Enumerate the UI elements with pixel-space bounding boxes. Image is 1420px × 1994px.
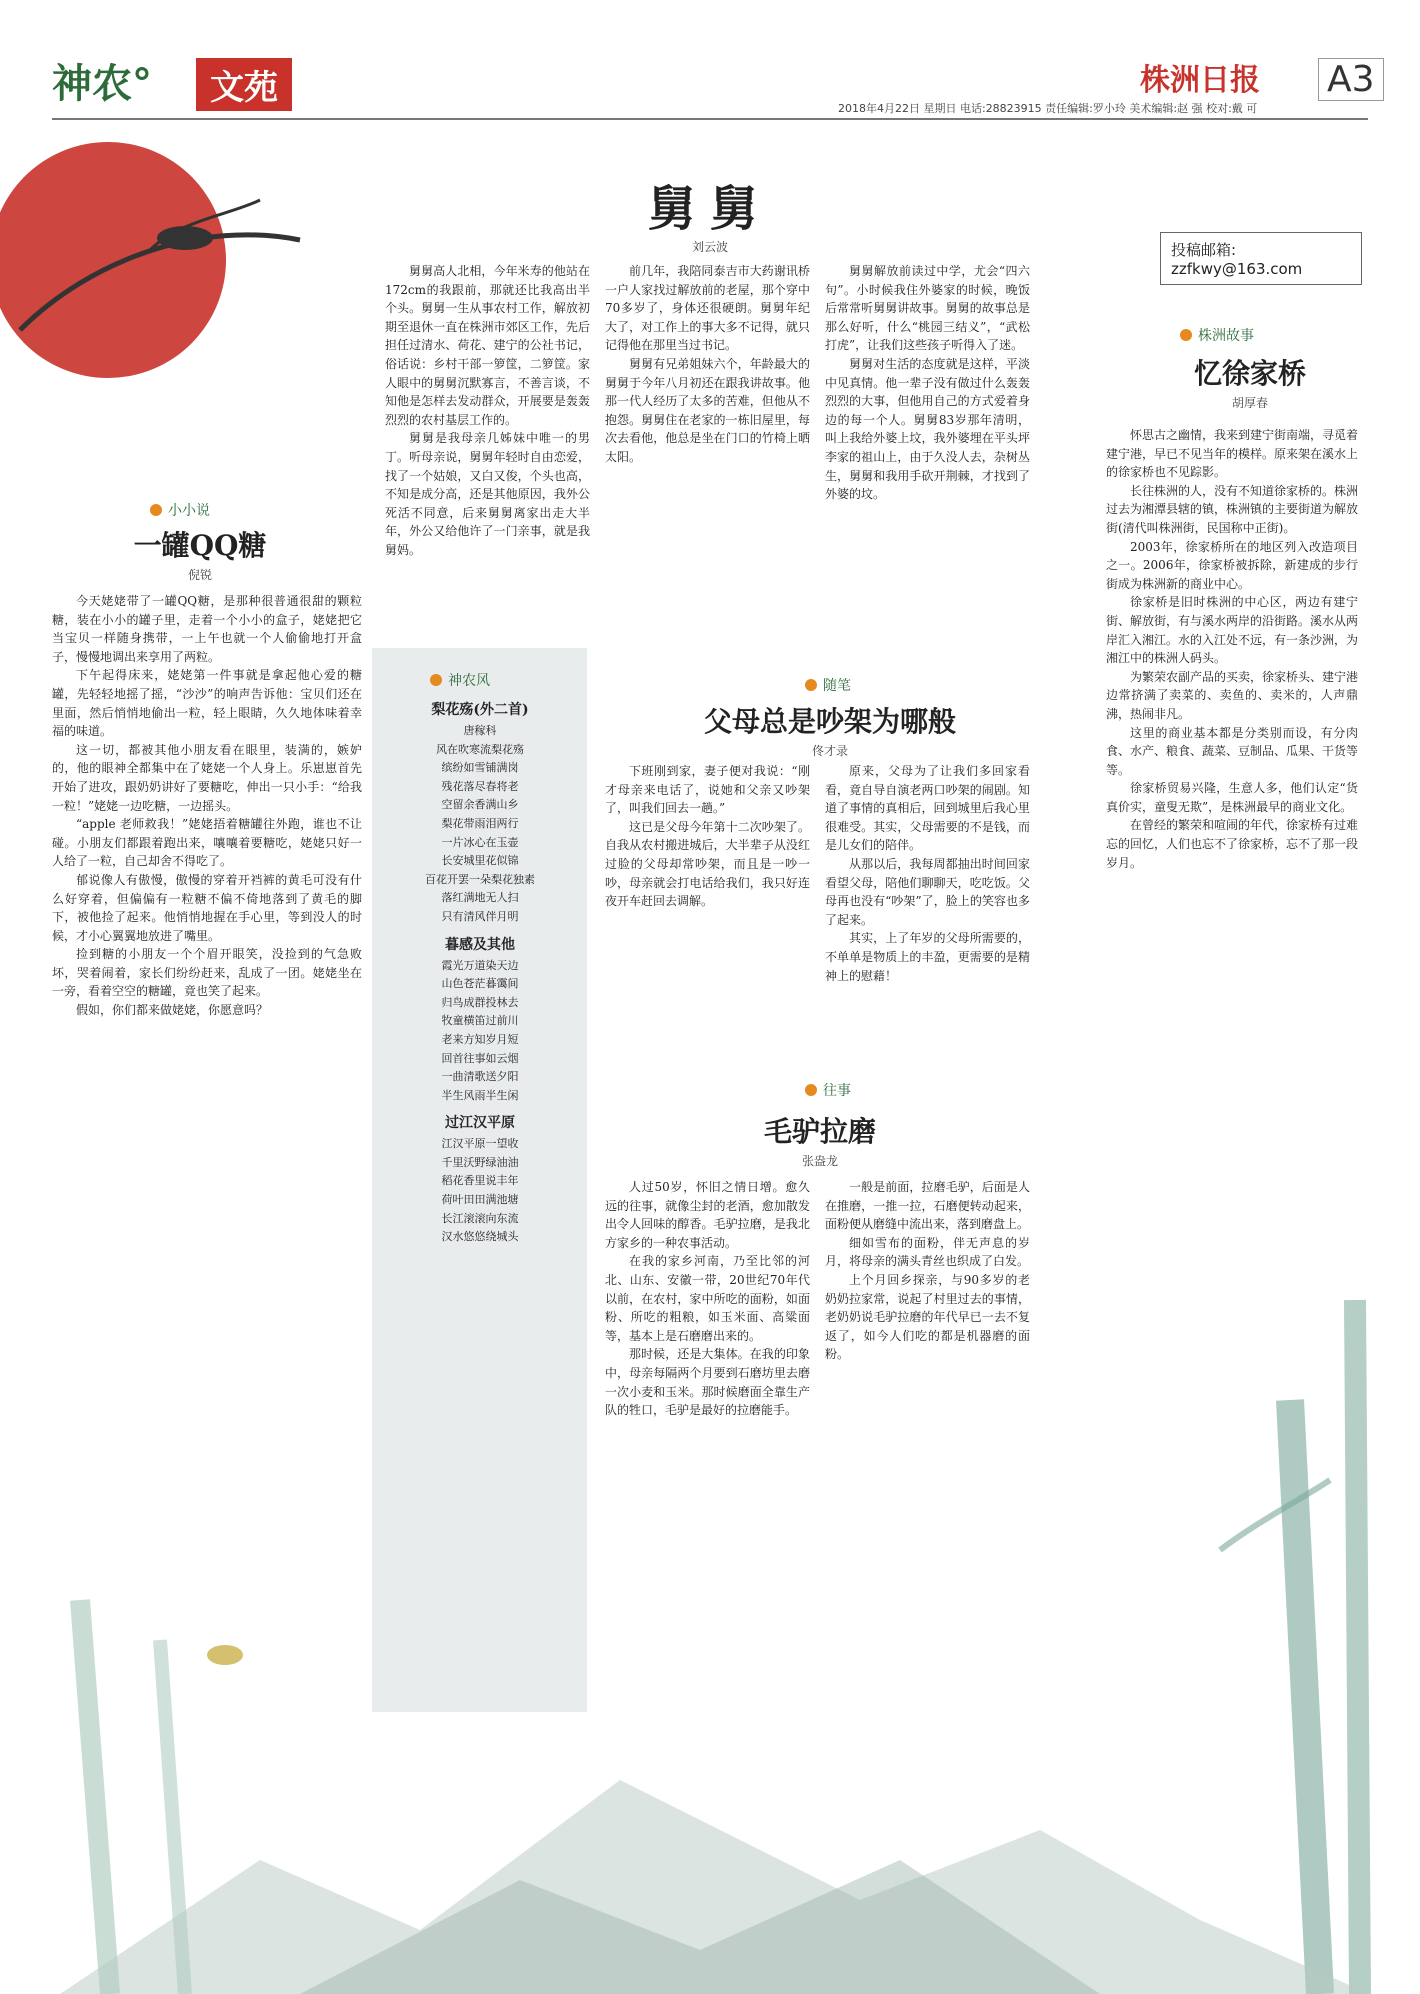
edition-info: 2018年4月22日 星期日 电话:28823915 责任编辑:罗小玲 美术编辑:赵 强 校对:戴 可 bbox=[838, 102, 1258, 115]
section-dot-icon bbox=[150, 504, 162, 516]
poem-line: 荷叶田田满池塘 bbox=[441, 1193, 519, 1207]
qq-candy-paragraph: 假如，你们都来做姥姥，你愿意吗？ bbox=[76, 1003, 269, 1018]
masthead-logo: 神农° bbox=[52, 61, 152, 107]
red-sun-icon bbox=[0, 142, 226, 378]
poem-lines-1 bbox=[380, 741, 580, 927]
poem-lines-3 bbox=[380, 1135, 580, 1247]
main-article-paragraph: 舅舅高人北相，今年米寿的他站在172cm的我跟前，那就还比我高出半个头。舅舅一生从事农村工作，解放初期至退休一直在株洲市郊区工作，先后担任过清水、荷花、建宁的公社书记，俗话说：乡村干部一箩筐，二箩筐。家人眼中的舅舅沉默寡言，不善言谈，不知他是怎样去发动群众，开展要是轰轰烈烈的农村基层工作的。 bbox=[385, 264, 590, 427]
section-dot-icon bbox=[805, 679, 817, 691]
bamboo-left-icon bbox=[80, 1600, 110, 1994]
section-label: 文苑 bbox=[196, 58, 292, 111]
poem-line: 梨花带雨泪两行 bbox=[441, 816, 519, 830]
main-article-col-2 bbox=[605, 262, 810, 467]
bridge-body bbox=[1106, 426, 1358, 872]
poem-line: 缤纷如雪铺满岗 bbox=[441, 761, 519, 775]
bridge-paragraph: 长往株洲的人，没有不知道徐家桥的。株洲过去为湘潭县辖的镇，株洲镇的主要街道为解放街(清代叫株洲街，民国称中正街)。 bbox=[1106, 483, 1359, 535]
section-dot-icon bbox=[1180, 329, 1192, 341]
parents-paragraph: 这已是父母今年第十二次吵架了。自我从农村搬进城后，大半辈子从没红过脸的父母却常吵架，而且是一吵一吵，母亲就会打电话给我们，我只好连夜开车赶回去调解。 bbox=[605, 819, 810, 909]
bridge-paragraph: 怀思古之幽情，我来到建宁街南端，寻觅着建宁港，早已不见当年的模样。原来架在溪水上的徐家桥也不见踪影。 bbox=[1106, 428, 1359, 480]
bridge-author: 胡厚春 bbox=[1231, 396, 1268, 410]
qq-candy-body bbox=[52, 592, 362, 1020]
poem-line: 江汉平原一望收 bbox=[441, 1137, 519, 1151]
poem-line: 残花落尽春将老 bbox=[441, 779, 519, 793]
main-article-paragraph: 前几年，我陪同泰吉市大药谢讯桥一户人家找过解放前的老屋，那个穿中70多岁了，身体还很硬朗。舅舅年纪大了，对工作上的事大多不记得，就只记得他在那里当过书记。 bbox=[605, 264, 810, 353]
poem-line: 长江滚滚向东流 bbox=[441, 1211, 519, 1225]
poem-line: 一片冰心在玉壶 bbox=[441, 835, 519, 849]
header-rule bbox=[52, 118, 1368, 120]
contribute-label: 投稿邮箱: bbox=[1171, 241, 1237, 259]
ink-bird-icon bbox=[157, 226, 213, 250]
poem-line: 归鸟成群投林去 bbox=[441, 995, 519, 1009]
mill-paragraph: 一般是前面，拉磨毛驴，后面是人在推磨，一推一拉，石磨便转动起来，面粉便从磨缝中流出来，落到磨盘上。 bbox=[825, 1180, 1030, 1232]
poem-title: 过江汉平原 bbox=[445, 1115, 515, 1132]
section-dot-icon bbox=[430, 674, 442, 686]
bridge-paragraph: 徐家桥贸易兴隆，生意人多，他们认定“货真价实，童叟无欺”，是株洲最早的商业文化。 bbox=[1106, 781, 1358, 814]
qq-candy-paragraph: 下午起得床来，姥姥第一件事就是拿起他心爱的糖罐，先轻轻地摇了摇，“沙沙”的响声告诉他：宝贝们还在里面，然后悄悄地偷出一粒，轻上眼睛，久久地体味着幸福的味道。 bbox=[52, 668, 362, 739]
qq-candy-paragraph: 这一切，都被其他小朋友看在眼里，装满的，嫉妒的，他的眼神全都集中在了姥姥一个人身上。乐崽崽首先开始了进攻，跟奶奶讲好了要糖吃，伸出一只小手：“给我一粒！”姥姥一边吃糖，一边摇头。 bbox=[52, 742, 362, 813]
poem-line: 汉水悠悠绕城头 bbox=[441, 1230, 519, 1244]
qq-candy-paragraph: 郁说像人有傲慢，傲慢的穿着开裆裤的黄毛可没有什么好穿着，但偏偏有一粒糖不偏不倚地落到了黄毛的脚下，被他捡了起来。他悄悄地握在手心里，等到没人的时候，才小心翼翼地放进了嘴里。 bbox=[52, 872, 362, 943]
poem-line: 千里沃野绿油油 bbox=[441, 1155, 519, 1169]
section-dot-icon bbox=[805, 1084, 817, 1096]
poem-author: 唐稼科 bbox=[463, 724, 497, 737]
page-number: A3 bbox=[1318, 58, 1384, 101]
poem-line: 稻花香里说丰年 bbox=[441, 1174, 519, 1188]
butterfly-icon bbox=[207, 1645, 243, 1665]
mill-col-2 bbox=[825, 1178, 1030, 1364]
poem-lines-2 bbox=[380, 957, 580, 1106]
qq-candy-paragraph: “apple 老师救我！”姥姥捂着糖罐往外跑，谁也不让碰。小朋友们都跟着跑出来，嚷嚷着要糖吃，姥姥只好一人给了一粒，自己却舍不得吃了。 bbox=[52, 817, 362, 869]
newspaper-name: 株洲日报 bbox=[1140, 63, 1260, 98]
parents-paragraph: 原来，父母为了让我们多回家看看，竟自导自演老两口吵架的闹剧。知道了事情的真相后，回到城里后我心里很难受。其实，父母需要的不是钱，而是儿女们的陪伴。 bbox=[825, 764, 1030, 853]
poem-line: 一曲清歌送夕阳 bbox=[441, 1070, 519, 1084]
qq-candy-paragraph: 今天姥姥带了一罐QQ糖，是那种很普通很甜的颗粒糖，装在小小的罐子里，走着一个小小的盒子，姥姥把它当宝贝一样随身携带，一上午也就一个人偷偷地打开盒子，慢慢地调出来享用了两粒。 bbox=[52, 594, 362, 664]
poem-line: 半生风雨半生闲 bbox=[441, 1088, 519, 1102]
poem-title: 梨花殇(外二首) bbox=[431, 702, 529, 718]
main-article-paragraph: 舅舅对生活的态度就是这样，平淡中见真情。他一辈子没有做过什么轰轰烈烈的大事，但他用自己的方式爱着身边的每一个人。舅舅83岁那年清明，叫上我给外婆上坟，我外婆埋在平头坪李家的祖山上，由于久没人去，杂树丛生，舅舅和我用手砍开荆棘，才找到了外婆的坟。 bbox=[825, 356, 1030, 502]
poem-line: 百花开罢一朵梨花独素 bbox=[425, 872, 535, 886]
contribute-box bbox=[1160, 232, 1362, 285]
poem-line: 牧童横笛过前川 bbox=[441, 1014, 519, 1028]
qq-candy-kicker: 小小说 bbox=[150, 500, 210, 520]
poem-line: 只有清风伴月明 bbox=[441, 909, 519, 923]
parents-paragraph: 其实，上了年岁的父母所需要的，不单单是物质上的丰盈，更需要的是精神上的慰藉！ bbox=[825, 931, 1030, 983]
parents-paragraph: 从那以后，我每周都抽出时间回家看望父母，陪他们聊聊天，吃吃饭。父母再也没有“吵架”了，脸上的笑容也多了起来。 bbox=[825, 856, 1030, 927]
mill-paragraph: 上个月回乡探亲，与90多岁的老奶奶拉家常，说起了村里过去的事情，老奶奶说毛驴拉磨的年代早已一去不复返了，如今人们吃的都是机器磨的面粉。 bbox=[825, 1272, 1030, 1362]
poem-line: 山色苍茫暮霭间 bbox=[441, 977, 519, 991]
mill-paragraph: 在我的家乡河南，乃至比邻的河北、山东、安徽一带，20世纪70年代以前，在农村，家中所吃的面粉，如面粉、所吃的粗粮，如玉米面、高粱面等，基本上是石磨磨出来的。 bbox=[605, 1254, 810, 1343]
bridge-paragraph: 在曾经的繁荣和喧闹的年代，徐家桥有过难忘的回忆，人们也忘不了徐家桥，忘不了那一段岁月。 bbox=[1106, 818, 1359, 870]
bridge-paragraph: 2003年，徐家桥所在的地区列入改造项目之一。2006年，徐家桥被拆除，新建成的步行街成为株洲新的商业中心。 bbox=[1106, 539, 1358, 591]
mill-title: 毛驴拉磨 bbox=[763, 1115, 876, 1148]
main-article-paragraph: 舅舅有兄弟姐妹六个，年龄最大的舅舅于今年八月初还在跟我讲故事。他那一代人经历了太多的苦难，但他从不抱怨。舅舅住在老家的一栋旧屋里，每次去看他，他总是坐在门口的竹椅上晒太阳。 bbox=[605, 356, 810, 464]
mill-paragraph: 人过50岁，怀旧之情日增。愈久远的往事，就像尘封的老酒，愈加散发出令人回味的醇香。毛驴拉磨，是我北方家乡的一种农事活动。 bbox=[605, 1180, 810, 1250]
poem-line: 空留余香满山乡 bbox=[441, 798, 519, 812]
qq-candy-author: 倪锐 bbox=[187, 568, 212, 582]
mill-kicker: 往事 bbox=[805, 1080, 851, 1100]
poems-panel bbox=[380, 698, 580, 1247]
parents-author: 佟才录 bbox=[811, 744, 848, 758]
qq-candy-paragraph: 捡到糖的小朋友一个个眉开眼笑，没捡到的气急败坏，哭着闹着，家长们纷纷赶来，乱成了一团。姥姥坐在一旁，看着空空的糖罐，竟也笑了起来。 bbox=[52, 947, 362, 999]
poem-line: 霞光万道染天边 bbox=[441, 958, 519, 972]
mill-paragraph: 细如雪布的面粉，伴无声息的岁月，将母亲的满头青丝也织成了白发。 bbox=[825, 1235, 1030, 1269]
parents-col-2 bbox=[825, 762, 1030, 985]
bridge-paragraph: 为繁荣农副产品的买卖，徐家桥头、建宁港边常挤满了卖菜的、卖鱼的、卖米的，人声鼎沸，热闹非凡。 bbox=[1106, 669, 1359, 721]
poem-line: 风在吹寒流梨花殇 bbox=[436, 742, 524, 756]
bridge-paragraph: 这里的商业基本都是分类别而设，有分肉食、水产、粮食、蔬菜、豆制品、瓜果、干货等等。 bbox=[1106, 725, 1359, 777]
poem-line: 回首往事如云烟 bbox=[441, 1051, 519, 1065]
main-article-paragraph: 舅舅是我母亲几姊妹中唯一的男丁。听母亲说，舅舅年轻时自由恋爱，找了一个姑娘，又白又俊，个头也高，不知是成分高，还是其他原因，我外公死活不同意，后来舅舅离家出走大半年，外公又给他许了一门亲事，就是我舅妈。 bbox=[385, 431, 590, 557]
main-article-author: 刘云波 bbox=[691, 240, 728, 254]
main-article-col-3 bbox=[825, 262, 1030, 504]
bridge-title: 忆徐家桥 bbox=[1193, 357, 1306, 390]
parents-paragraph: 下班刚到家，妻子便对我说：“刚才母亲来电话了，说她和父亲又吵架了，叫我们回去一趟。” bbox=[605, 764, 810, 816]
main-article-col-1 bbox=[385, 262, 590, 560]
mill-author: 张盎龙 bbox=[801, 1154, 838, 1168]
poem-line: 长安城里花似锦 bbox=[441, 854, 519, 868]
parents-title: 父母总是吵架为哪般 bbox=[703, 705, 956, 738]
qq-candy-title: 一罐QQ糖 bbox=[133, 529, 267, 562]
main-article-paragraph: 舅舅解放前读过中学，尤会“四六句”。小时候我住外婆家的时候，晚饭后常常听舅舅讲故事。舅舅的故事总是那么好听，什么“桃园三结义”，“武松打虎”，让我们这些孩子听得入了迷。 bbox=[825, 264, 1030, 353]
contribute-email[interactable]: zzfkwy@163.com bbox=[1171, 260, 1303, 278]
poem-line: 落红满地无人扫 bbox=[441, 891, 519, 905]
parents-kicker: 随笔 bbox=[805, 675, 851, 695]
bridge-paragraph: 徐家桥是旧时株洲的中心区，两边有建宁街、解放街，有与溪水两岸的沿街路。溪水从两岸汇入湘江。水的入江处不远，有一条沙洲，为湘江中的株洲人码头。 bbox=[1106, 595, 1359, 666]
poem-line: 老来方知岁月短 bbox=[441, 1032, 519, 1046]
poem-title: 暮感及其他 bbox=[445, 936, 515, 953]
bridge-kicker: 株洲故事 bbox=[1180, 325, 1254, 345]
poems-kicker: 神农风 bbox=[430, 670, 490, 690]
parents-col-1 bbox=[605, 762, 810, 911]
mill-col-1 bbox=[605, 1178, 810, 1420]
main-article-title: 舅舅 bbox=[647, 181, 772, 237]
mill-paragraph: 那时候，还是大集体。在我的印象中，母亲每隔两个月要到石磨坊里去磨一次小麦和玉米。那时候磨面全靠生产队的牲口，毛驴是最好的拉磨能手。 bbox=[605, 1347, 810, 1418]
